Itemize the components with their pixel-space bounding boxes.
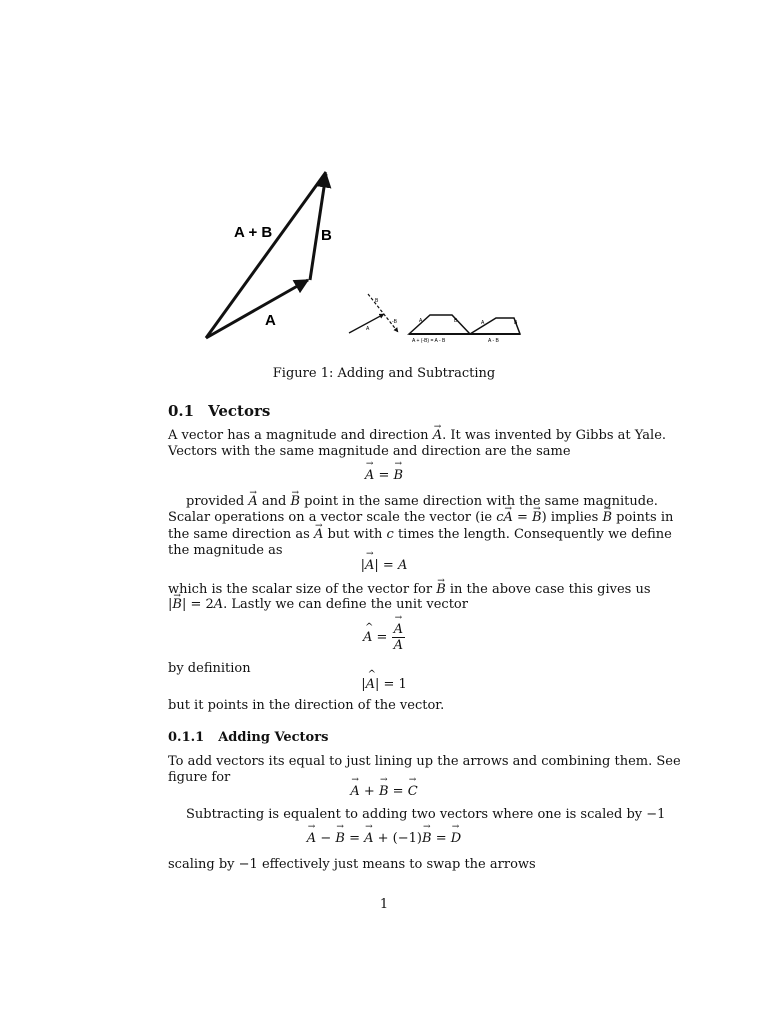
paragraph-line: To add vectors its equal to just lining up the arrows and combining them. See xyxy=(168,754,681,769)
small-vector-neg-b xyxy=(368,294,398,332)
vector-a-arrow xyxy=(206,280,308,338)
equation-addition: → A + → B = → C xyxy=(0,784,768,799)
small-label-b3: B xyxy=(514,320,518,326)
paragraph-line: by definition xyxy=(168,661,251,676)
equation-magnitude: |→ A| = A xyxy=(0,558,768,573)
small-label-b: B xyxy=(375,298,379,304)
paragraph-line: but it points in the direction of the vector. xyxy=(168,698,445,713)
equation-unit-vector: ^ A = → $\frac{A}{A}$ xyxy=(0,622,768,653)
small-label-eq2: A - B xyxy=(488,338,499,344)
vector-diagram xyxy=(190,160,550,360)
figure-caption: Figure 1: Adding and Subtracting xyxy=(272,366,496,381)
paragraph-line: the magnitude as xyxy=(168,543,283,558)
paragraph-line: A vector has a magnitude and direction → A. It was invented by Gibbs at Yale. xyxy=(168,428,600,444)
label-a-plus-b: A + B xyxy=(234,224,273,241)
paragraph-line: Scalar operations on a vector scale the vector (ie c→ A = → B) implies → B points in xyxy=(168,510,600,526)
small-label-a2: A xyxy=(419,318,423,324)
equation-subtraction: → A − → B = → A + (−1)→ B = → D xyxy=(0,831,768,846)
small-label-b2: B xyxy=(454,318,458,324)
paragraph-line: |→ B| = 2A. Lastly we can define the unit vector xyxy=(168,597,600,613)
equation-unit-magnitude: |^ A| = 1 xyxy=(0,677,768,692)
small-triangle-2 xyxy=(470,318,520,334)
paragraph-line: the same direction as → A but with c times the length. Consequently we define xyxy=(168,527,600,543)
paragraph-line: figure for xyxy=(168,770,231,785)
small-label-neg-b: -B xyxy=(392,319,397,325)
subsection-heading xyxy=(168,730,328,745)
page-number: 1 xyxy=(379,897,389,912)
section-number: 0.1 xyxy=(168,402,195,420)
subsection-title: Adding Vectors xyxy=(218,730,329,745)
section-title: Vectors xyxy=(208,402,271,420)
small-label-eq1: A + (-B) = A - B xyxy=(412,338,446,344)
paragraph-line: scaling by −1 effectively just means to swap the arrows xyxy=(168,857,536,872)
paragraph-line: Vectors with the same magnitude and direction are the same xyxy=(168,444,571,459)
section-heading xyxy=(168,402,270,420)
paragraph-line: Subtracting is equalent to adding two vectors where one is scaled by −1 xyxy=(186,807,666,822)
label-b: B xyxy=(321,227,332,244)
paragraph-line: provided → A and → B point in the same direction with the same magnitude. xyxy=(168,494,600,510)
small-label-a3: A xyxy=(481,320,485,326)
paragraph-line: which is the scalar size of the vector for → B in the above case this gives us xyxy=(168,582,600,598)
subsection-number: 0.1.1 xyxy=(168,730,205,745)
figure-vector-addition xyxy=(190,160,550,360)
label-a: A xyxy=(265,312,276,329)
equation-a-equals-b: → A = → B xyxy=(0,468,768,483)
small-label-a1: A xyxy=(366,326,370,332)
